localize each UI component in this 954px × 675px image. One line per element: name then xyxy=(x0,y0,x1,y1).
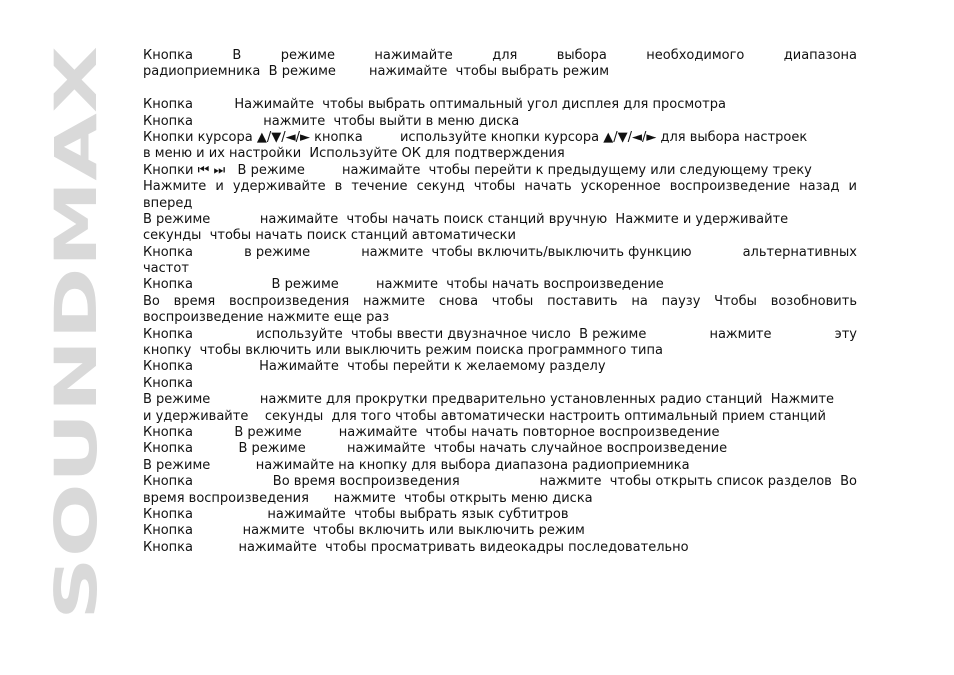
text-line xyxy=(143,277,857,293)
text-segment: в режиме xyxy=(244,244,311,260)
soundmax-logo xyxy=(42,44,110,624)
text-line xyxy=(143,146,857,162)
text-segment: секунд xyxy=(416,179,465,195)
text-line xyxy=(143,359,857,375)
text-segment: секунды чтобы начать поиск станций автоматически xyxy=(143,228,516,244)
text-line xyxy=(143,327,857,343)
text-line xyxy=(143,441,857,457)
text-segment: Кнопка xyxy=(143,244,194,260)
text-line xyxy=(143,114,857,130)
text-segment: вперед xyxy=(143,195,193,211)
text-segment: снова xyxy=(438,293,479,309)
brand-text: SOUNDMAX xyxy=(42,237,110,620)
text-segment: течение xyxy=(351,179,408,195)
text-segment: Кнопка В режиме нажимайте чтобы начать повторное воспроизведение xyxy=(143,424,720,440)
blank-line xyxy=(143,81,857,97)
text-segment: время воспроизведения нажмите чтобы открыть меню диска xyxy=(143,490,593,506)
text-segment: Чтобы xyxy=(714,293,757,309)
text-line xyxy=(143,310,857,326)
text-line xyxy=(143,458,857,474)
text-segment: Нажмите xyxy=(143,179,207,195)
text-line xyxy=(143,343,857,359)
text-segment: режиме xyxy=(280,48,335,63)
text-segment: нажмите чтобы открыть список разделов Во xyxy=(539,474,857,490)
text-line xyxy=(143,474,857,490)
text-line xyxy=(143,409,857,425)
text-segment: кнопку чтобы включить или выключить режим поиска программного типа xyxy=(143,343,663,359)
text-segment: частот xyxy=(143,261,189,277)
text-segment: нажмите xyxy=(363,293,426,309)
manual-text xyxy=(143,48,857,556)
text-line xyxy=(143,196,857,212)
text-line xyxy=(143,245,857,261)
text-segment: используйте чтобы ввести двузначное число В режиме xyxy=(256,326,647,342)
text-segment: Кнопка нажмите чтобы выйти в меню диска xyxy=(143,113,520,129)
text-line xyxy=(143,212,857,228)
text-segment: воспроизведение xyxy=(669,179,791,195)
text-segment: необходимого xyxy=(646,48,745,63)
text-line xyxy=(143,294,857,310)
text-line xyxy=(143,491,857,507)
text-segment: Кнопка Нажимайте чтобы выбрать оптимальный угол дисплея для просмотра xyxy=(143,97,726,113)
text-segment: паузу xyxy=(661,293,701,309)
text-segment: для xyxy=(492,48,518,63)
text-line xyxy=(143,523,857,539)
text-segment: Кнопка xyxy=(143,474,194,490)
text-segment: на xyxy=(631,293,648,309)
text-segment: Кнопка нажимайте чтобы выбрать язык субтитров xyxy=(143,506,569,522)
text-segment: начать xyxy=(524,179,572,195)
text-segment: нажмите xyxy=(709,326,772,342)
text-segment: Кнопка В режиме нажмите чтобы начать воспроизведение xyxy=(143,277,664,293)
text-segment: выбора xyxy=(556,48,607,63)
text-line xyxy=(143,163,857,179)
text-segment: Кнопка xyxy=(143,326,194,342)
text-segment: и удерживайте секунды для того чтобы автоматически настроить оптимальный прием станций xyxy=(143,408,826,424)
text-segment: и xyxy=(215,179,224,195)
text-segment: в меню и их настройки Используйте ОК для подтверждения xyxy=(143,146,565,162)
text-segment: Кнопка Нажимайте чтобы перейти к желаемому разделу xyxy=(143,359,606,375)
text-line xyxy=(143,64,857,80)
text-segment: возобновить xyxy=(770,293,857,309)
text-segment: воспроизведения xyxy=(228,293,350,309)
text-segment: Кнопка xyxy=(143,375,194,391)
text-line xyxy=(143,540,857,556)
text-line xyxy=(143,261,857,277)
text-segment: Кнопка нажимайте чтобы просматривать видеокадры последовательно xyxy=(143,539,689,555)
text-line xyxy=(143,130,857,146)
text-segment: и xyxy=(848,179,857,195)
text-segment: нажмите чтобы включить/выключить функцию xyxy=(361,244,692,260)
text-segment: поставить xyxy=(547,293,618,309)
text-line xyxy=(143,507,857,523)
text-segment: Кнопка В режиме нажимайте чтобы начать случайное воспроизведение xyxy=(143,441,728,457)
text-segment: Кнопки курсора ▲/▼/◄/► кнопка используйте кнопки курсора ▲/▼/◄/► для выбора настроек xyxy=(143,129,808,145)
text-segment: Во xyxy=(143,293,160,309)
text-line xyxy=(143,179,857,195)
text-segment: В режиме нажмите для прокрутки предварительно установленных радио станций Нажмите xyxy=(143,392,835,408)
text-segment: Кнопка xyxy=(143,48,194,63)
text-segment: В режиме нажимайте на кнопку для выбора диапазона радиоприемника xyxy=(143,457,690,473)
text-segment: В режиме нажимайте чтобы начать поиск станций вручную Нажмите и удерживайте xyxy=(143,211,789,227)
text-segment: чтобы xyxy=(473,179,516,195)
text-line xyxy=(143,97,857,113)
text-segment: чтобы xyxy=(491,293,534,309)
text-line xyxy=(143,392,857,408)
text-segment: диапазона xyxy=(783,48,857,63)
text-segment: эту xyxy=(834,326,857,342)
text-segment: воспроизведение нажмите еще раз xyxy=(143,310,390,326)
text-segment: нажимайте xyxy=(374,48,453,63)
text-segment: удерживайте xyxy=(232,179,326,195)
text-segment: Кнопка нажмите чтобы включить или выключить режим xyxy=(143,523,585,539)
text-segment: радиоприемника В режиме нажимайте чтобы выбрать режим xyxy=(143,64,610,80)
text-segment: альтернативных xyxy=(742,244,857,260)
text-segment: назад xyxy=(799,179,840,195)
text-line xyxy=(143,228,857,244)
text-segment: время xyxy=(173,293,216,309)
text-line xyxy=(143,425,857,441)
text-segment: ускоренное xyxy=(580,179,661,195)
text-segment: Кнопки ⏮ ⏭ В режиме нажимайте чтобы перейти к предыдущему или следующему треку xyxy=(143,162,812,178)
text-segment: В xyxy=(232,48,242,63)
text-segment: в xyxy=(334,179,343,195)
text-line xyxy=(143,48,857,64)
text-segment: Во время воспроизведения xyxy=(272,474,460,490)
text-line xyxy=(143,376,857,392)
